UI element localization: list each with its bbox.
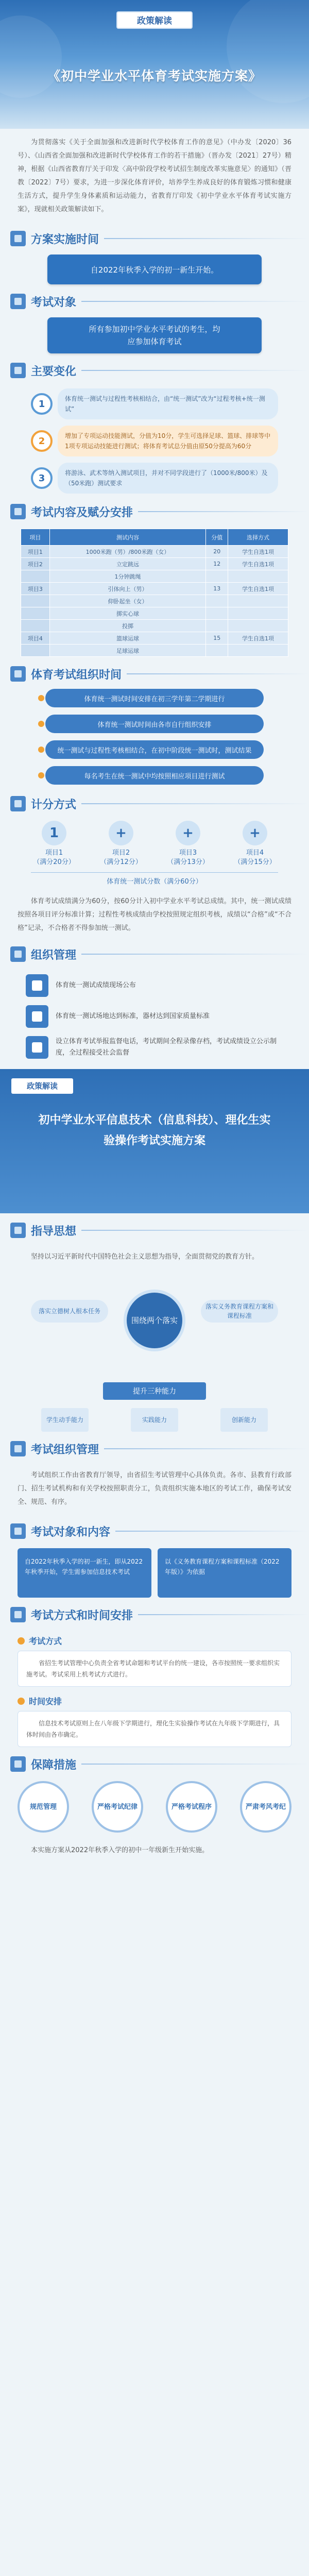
section-icon [10,1756,26,1772]
table-cell: 1分钟跳绳 [49,570,206,583]
divider [104,1448,309,1449]
section-header-p2-object [10,1519,309,1543]
change-item [31,426,278,456]
org-list [26,974,283,1059]
table-row [21,546,288,558]
section-header-guide [10,1218,309,1242]
section-title: 计分方式 [31,798,77,811]
divider [104,238,309,239]
table-row [21,645,288,657]
table-header: 分值 [206,529,228,546]
section-header-org-time [10,662,309,686]
table-cell: 学生自选1项 [228,632,288,645]
plus-icon: + [243,821,267,845]
section-header-p2-org [10,1437,309,1461]
section-icon [10,946,26,962]
score-item [31,821,77,867]
table-cell: 引体向上（男） [49,583,206,595]
section-header-score [10,792,309,816]
score-table [21,529,288,657]
table-cell: 项目2 [21,558,50,570]
table-cell: 20 [206,546,228,558]
table-cell: 仰卧起坐（女） [49,595,206,607]
section-header-content [10,500,309,523]
divider [81,301,309,302]
plus-icon: + [109,821,133,845]
score-sub: （满分15分） [234,858,276,866]
section-icon [10,363,26,378]
plus-icon: 1 [42,821,66,845]
section-title: 方案实施时间 [31,233,99,246]
section-icon [10,666,26,682]
ability-cell: 创新能力 [220,1408,268,1432]
subject-card: 以《义务教育课程方案和课程标准（2022年版）》为依据 [158,1548,291,1598]
table-cell: 12 [206,558,228,570]
ability-block [41,1382,268,1432]
score-table-wrap [21,529,288,657]
page-title: 《初中学业水平体育考试实施方案》 [47,69,262,83]
guide-diagram [21,1274,288,1377]
hero-banner [0,0,309,129]
sub-heading-label: 时间安排 [29,1697,62,1706]
org-text: 体育统一测试成绩现场公布 [56,981,136,989]
time-box: 自2022年秋季入学的初一新生开始。 [47,255,262,284]
section-title: 考试对象 [31,296,77,309]
table-cell: 足球运球 [49,645,206,657]
ability-row [41,1408,268,1432]
guarantee-row [18,1781,291,1833]
table-cell [206,645,228,657]
divider [127,673,309,674]
object-line: 应参加体育考试 [127,337,182,346]
sub-heading-label: 考试方式 [29,1636,62,1646]
decoration [227,0,309,103]
table-header: 项目 [21,529,50,546]
divider [81,803,309,804]
table-cell [206,570,228,583]
section-header-guarantee [10,1752,309,1776]
timeline-item: 体育统一测试时间安排在初三学年第二学期进行 [45,689,264,707]
score-text: 体育考试成绩满分为60分，按60分计入初中学业水平考试总成绩。其中，统一测试成绩按照各项目评分标准计算；过程性考核成绩由学校按照规定组织考核，成绩以“合格”或“不合格”记录，不合格者不得参加统一测试。 [18,897,291,932]
object-box [47,317,262,353]
subject-card: 自2022年秋季入学的初一新生，即从2022年秋季开始，学生需参加信息技术考试 [18,1548,151,1598]
section-title: 组织管理 [31,948,77,962]
table-cell: 掷实心球 [49,607,206,620]
guide-center [124,1290,185,1351]
section-header-time [10,227,309,250]
section-title: 考试方式和时间安排 [31,1609,133,1622]
dot-icon [18,1698,25,1705]
score-sub: （满分12分） [100,858,142,866]
divider [138,511,309,512]
table-cell: 学生自选1项 [228,558,288,570]
section-icon [10,1441,26,1456]
table-cell [206,620,228,632]
table-cell [228,607,288,620]
section-title: 保障措施 [31,1758,77,1772]
ability-head: 提升三种能力 [103,1382,206,1400]
table-cell: 项目1 [21,546,50,558]
score-sub: （满分13分） [167,858,209,866]
subjects [18,1548,291,1598]
change-item [31,463,278,494]
change-text: 体育统一测试与过程性考核相结合，由“统一测试”改为“过程考核+统一测试” [58,388,278,419]
timeline-item: 体育统一测试时间由各市自行组织安排 [45,715,264,733]
table-header: 测试内容 [49,529,206,546]
org-row [26,1005,283,1028]
guide-node: 落实义务教育课程方案和课程标准 [201,1300,278,1323]
score-label: 项目1 [45,849,63,857]
table-cell [21,645,50,657]
section-title: 考试对象和内容 [31,1526,111,1539]
footer-text: 本实施方案从2022年秋季入学的初中一年级新生开始实施。 [31,1846,209,1854]
field-icon [26,1005,48,1028]
phone-icon [26,1036,48,1059]
sub-heading [18,1635,291,1647]
guide-center-line: 围绕 [131,1316,147,1325]
change-item [31,388,278,419]
org-row [26,974,283,997]
table-cell [228,620,288,632]
divider [81,1230,309,1231]
change-number: 2 [31,430,53,452]
section-title: 考试内容及赋分安排 [31,506,133,519]
table-cell [21,620,50,632]
table-cell [228,570,288,583]
section-icon [10,796,26,811]
score-item [98,821,144,867]
object-line: 所有参加初中学业水平考试的考生，均 [89,325,220,334]
table-header: 选择方式 [228,529,288,546]
table-cell: 项目4 [21,632,50,645]
change-number: 3 [31,467,53,489]
divider [138,1614,309,1615]
table-row [21,607,288,620]
p2-org-text: 考试组织工作由省教育厅领导，由省招生考试管理中心具体负责。各市、县教育行政部门、招生考试机构和有关学校按照职责分工，负责组织实施本地区的考试工作，确保考试安全、规范、有序。 [18,1471,291,1506]
change-text: 增加了专项运动技能测试，分值为10分，学生可选择足球、篮球、排球等中1项专项运动技能进行测试；将体育考试总分值由原50分提高为60分 [58,426,278,456]
section-title: 指导思想 [31,1225,77,1238]
policy-badge: 政策解读 [11,1078,73,1094]
score-label: 项目4 [246,849,264,857]
table-cell: 13 [206,583,228,595]
guide-node: 落实立德树人根本任务 [31,1300,108,1323]
divider [81,954,309,955]
score-sub: （满分20分） [33,858,75,866]
way-box: 信息技术考试原则上在八年级下学期进行，理化生实验操作考试在九年级下学期进行，具体时间由各市确定。 [18,1711,291,1747]
part2-banner [0,1069,309,1213]
org-text: 设立体育考试举报监督电话，考试期间全程录像存档，考试成绩设立公示制度，全过程接受社会监督 [56,1038,277,1057]
table-cell: 学生自选1项 [228,546,288,558]
score-item [232,821,278,867]
decoration [0,15,62,98]
change-text: 将游泳、武术等纳入测试项目，并对不同学段进行了（1000米/800米）及（50米跑）测试要求 [58,463,278,494]
guide-text: 坚持以习近平新时代中国特色社会主义思想为指导，全面贯彻党的教育方针。 [31,1253,259,1261]
table-cell [21,607,50,620]
section-header-change [10,359,309,382]
section-header-way [10,1603,309,1626]
table-cell: 学生自选1项 [228,583,288,595]
guide-center-line: 两个落实 [147,1316,178,1325]
table-row [21,558,288,570]
section-icon [10,1523,26,1539]
section-icon [10,294,26,309]
divider [81,370,309,371]
table-row [21,570,288,583]
way-box: 省招生考试管理中心负责全省考试命题和考试平台的统一建设，各市按照统一要求组织实施考试。考试采用上机考试方式进行。 [18,1651,291,1687]
dot-icon [18,1637,25,1645]
guarantee-item: 严格考试纪律 [92,1781,143,1833]
section-title: 体育考试组织时间 [31,668,122,682]
guarantee-item: 规范管理 [18,1781,69,1833]
table-cell: 15 [206,632,228,645]
score-label: 项目2 [112,849,130,857]
section-header-org [10,942,309,966]
score-item [165,821,211,867]
section-header-object [10,290,309,313]
sub-heading [18,1695,291,1707]
score-total: 体育统一测试分数（满分60分） [31,872,278,886]
table-row [21,620,288,632]
ability-cell: 学生动手能力 [41,1408,89,1432]
table-row [21,583,288,595]
section-icon [10,1607,26,1622]
table-cell: 投掷 [49,620,206,632]
part2-title: 初中学业水平信息技术（信息科技）、理化生实验操作考试实施方案 [38,1114,271,1147]
table-cell: 项目3 [21,583,50,595]
score-label: 项目3 [179,849,197,857]
intro-paragraph: 为贯彻落实《关于全面加强和改进新时代学校体育工作的意见》（中办发〔2020〕36号）、《山西省全面加强和改进新时代学校体育工作的若干措施》（晋办发〔2021〕27号）精神，根据《山西省教育厅关于印发〈高中阶段学校考试招生制度改革实施意见〉的通知》（晋教〔2022〕7号）要求，为进一步深化体育评价，培养学生养成良好的体育锻炼习惯和健康生活方式，提升学生身体素质和运动能力，省教育厅印发《初中学业水平体育考试实施方案》，现就相关政策解读如下。 [18,139,291,213]
guarantee-item: 严格考试程序 [166,1781,217,1833]
timeline-item: 每名考生在统一测试中均按照相应项目进行测试 [45,766,264,785]
changes-list [31,388,278,494]
plus-icon: + [176,821,200,845]
ability-cell: 实践能力 [131,1408,178,1432]
table-row [21,632,288,645]
table-row [21,595,288,607]
timeline-item: 统一测试与过程性考核相结合，在初中阶段统一测试时，测试结果 [45,740,264,759]
divider [115,1531,309,1532]
table-cell: 1000米跑（男）/800米跑（女） [49,546,206,558]
section-icon [10,504,26,519]
table-cell [206,595,228,607]
table-cell [228,645,288,657]
org-row [26,1036,283,1059]
guarantee-item: 严肃考风考纪 [240,1781,291,1833]
table-cell [21,570,50,583]
score-items [31,821,278,867]
section-icon [10,1223,26,1238]
section-title: 考试组织管理 [31,1443,99,1456]
divider [81,1764,309,1765]
table-cell [21,595,50,607]
monitor-icon [26,974,48,997]
table-cell [228,595,288,607]
section-title: 主要变化 [31,365,77,378]
org-text: 体育统一测试场地达到标准，器材达到国家质量标准 [56,1012,210,1020]
table-cell [206,607,228,620]
table-cell: 篮球运球 [49,632,206,645]
section-icon [10,231,26,246]
policy-badge: 政策解读 [116,11,193,29]
change-number: 1 [31,393,53,415]
table-cell: 立定跳远 [49,558,206,570]
